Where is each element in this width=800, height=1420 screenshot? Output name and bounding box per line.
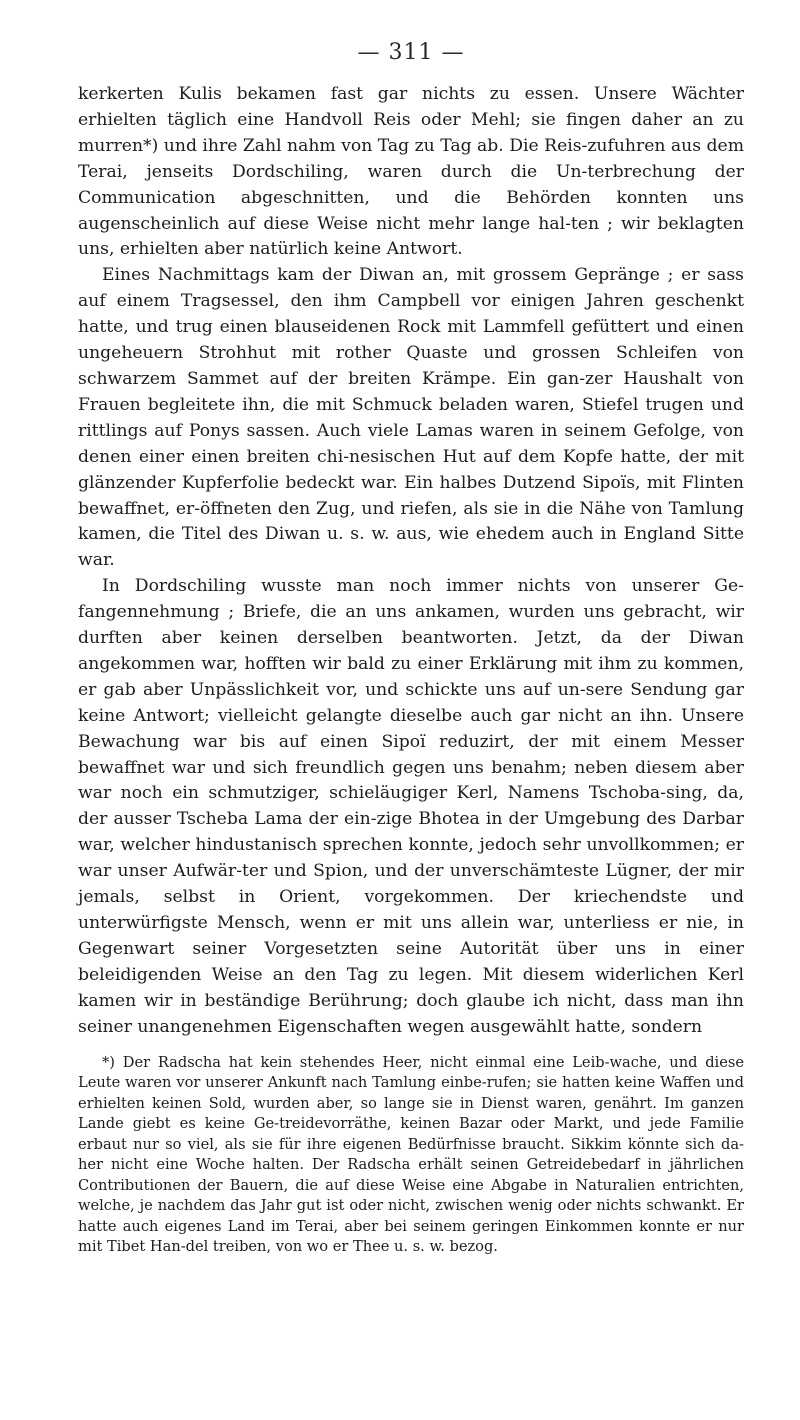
footnote: [78, 1053, 744, 1258]
book-page: [78, 40, 744, 1258]
paragraph-1: kerkerten Kulis bekamen fast gar nichts zu essen. Unsere Wächter erhielten täglich eine Handvoll Reis oder Mehl; sie fingen daher an zu murren*) und ihre Zahl nahm von Tag zu Tag ab. Die Reis-zufuhren aus dem Terai, jenseits Dordschiling, waren durch die Un-terbrechung der Communication abgeschnitten, und die Behörden konnten uns augenscheinlich auf diese Weise nicht mehr lange hal-ten ; wir beklagten uns, erhielten aber natürlich keine Antwort.: [78, 84, 744, 260]
body-text: [78, 82, 744, 1041]
paragraph-3: In Dordschiling wusste man noch immer nichts von unserer Ge-fangennehmung ; Briefe, die an uns ankamen, wurden uns gebracht, wir durften aber keinen derselben beantworten. Jetzt, da der Diwan angekommen war, hofften wir bald zu einer Erklärung mit ihm zu kommen, er gab aber Unpässlichkeit vor, und schickte uns auf un-sere Sendung gar keine Antwort; vielleicht gelangte dieselbe auch gar nicht an ihn. Unsere Bewachung war bis auf einen Sipoï reduzirt, der mit einem Messer bewaffnet war und sich freundlich gegen uns benahm; neben diesem aber war noch ein schmutziger, schieläugiger Kerl, Namens Tschoba-sing, da, der ausser Tscheba Lama der ein-zige Bhotea in der Umgebung des Darbar war, welcher hindustanisch sprechen konnte, jedoch sehr unvollkommen; er war unser Aufwär-ter und Spion, und der unverschämteste Lügner, der mir jemals, selbst in Orient, vorgekommen. Der kriechendste und unterwürfigste Mensch, wenn er mit uns allein war, unterliess er nie, in Gegenwart seiner Vorgesetzten seine Autorität über uns in einer beleidigenden Weise an den Tag zu legen. Mit diesem widerlichen Kerl kamen wir in beständige Berührung; doch glaube ich nicht, dass man ihn seiner unangenehmen Eigenschaften wegen ausgewählt hatte, sondern: [78, 576, 744, 1037]
paragraph-2: Eines Nachmittags kam der Diwan an, mit grossem Gepränge ; er sass auf einem Tragsessel, den ihm Campbell vor einigen Jahren geschenkt hatte, und trug einen blauseidenen Rock mit Lammfell gefüttert und einen ungeheuern Strohhut mit rother Quaste und grossen Schleifen von schwarzem Sammet auf der breiten Krämpe. Ein gan-zer Haushalt von Frauen begleitete ihn, die mit Schmuck beladen waren, Stiefel trugen und rittlings auf Ponys sassen. Auch viele Lamas waren in seinem Gefolge, von denen einer einen breiten chi-nesischen Hut auf dem Kopfe hatte, der mit glänzender Kupferfolie bedeckt war. Ein halbes Dutzend Sipoïs, mit Flinten bewaffnet, er-öffneten den Zug, und riefen, als sie in die Nähe von Tamlung kamen, die Titel des Diwan u. s. w. aus, wie ehedem auch in England Sitte war.: [78, 265, 744, 571]
footnote-text: *) Der Radscha hat kein stehendes Heer, nicht einmal eine Leib-wache, und diese Leute waren vor unserer Ankunft nach Tamlung einbe-rufen; sie hatten keine Waffen und erhielten keinen Sold, wurden aber, so lange sie in Dienst waren, genährt. Im ganzen Lande giebt es keine Ge-treidevorräthe, keinen Bazar oder Markt, und jede Familie erbaut nur so viel, als sie für ihre eigenen Bedürfnisse braucht. Sikkim könnte sich da-her nicht eine Woche halten. Der Radscha erhält seinen Getreidebedarf in jährlichen Contributionen der Bauern, die auf diese Weise eine Abgabe in Naturalien entrichten, welche, je nachdem das Jahr gut ist oder nicht, zwischen wenig oder nichts schwankt. Er hatte auch eigenes Land im Terai, aber bei seinem geringen Einkommen konnte er nur mit Tibet Han-del treiben, von wo er Thee u. s. w. bezog.: [78, 1053, 744, 1256]
page-number: — 311 —: [357, 40, 465, 65]
